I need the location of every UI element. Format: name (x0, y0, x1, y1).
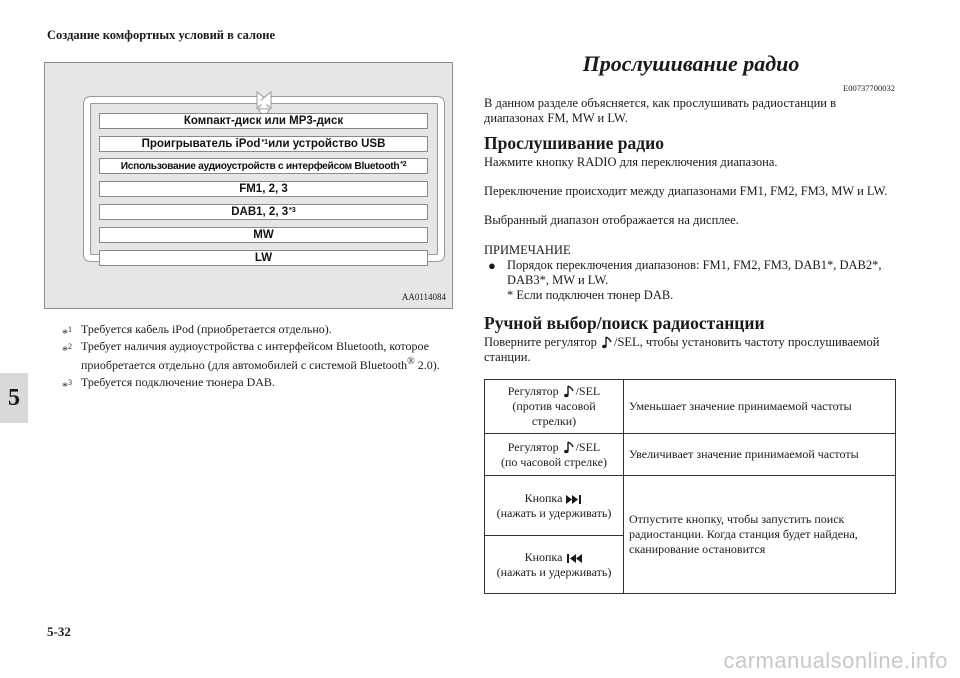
footnote-1: *$^1$ Требуется кабель iPod (приобретается отдельно). (62, 322, 332, 340)
table-row (485, 434, 896, 476)
watermark: carmanualsonline.info (723, 648, 948, 673)
mode-bar-fm: FM1, 2, 3 (99, 181, 428, 197)
table-cell-action: Уменьшает значение принимаемой частоты (624, 380, 896, 434)
page-header: Создание комфортных условий в салоне (47, 28, 276, 42)
music-note-icon (562, 441, 576, 455)
section-code: E00737700032 (843, 83, 895, 93)
paragraph-display: Выбранный диапазон отображается на дисплее. (484, 213, 739, 227)
intro-paragraph: В данном разделе объясняется, как прослушивать радиостанции в диапазонах FM, MW и LW. (484, 96, 836, 125)
skip-back-icon (565, 553, 583, 564)
mode-bar-dab: DAB1, 2, 3 $^{*3}$ (99, 204, 428, 220)
section-title: Прослушивание радио (582, 51, 800, 76)
heading-listen-radio: Прослушивание радио (484, 133, 664, 153)
note-bullet: ● Порядок переключения диапазонов: FM1, FM2, FM3, DAB1*, DAB2*, DAB3*, MW и LW. (488, 258, 882, 287)
heading-manual-search: Ручной выбор/поиск радиостанции (484, 313, 765, 333)
mode-bar-bluetooth: Использование аудиоустройств с интерфейсом Bluetooth $^{*2}$ (99, 158, 428, 174)
table-cell-control: Регулятор /SEL (по часовой стрелке) (485, 434, 624, 476)
table-cell-control: Регулятор /SEL (против часовой стрелки) (485, 380, 624, 434)
table-cell-action: Увеличивает значение принимаемой частоты (624, 434, 896, 476)
note-dab-footnote: * Если подключен тюнер DAB. (507, 288, 674, 302)
paragraph-radio-button: Нажмите кнопку RADIO для переключения диапазона. (484, 155, 778, 169)
table-row (485, 380, 896, 434)
mode-bar-cd: Компакт-диск или MP3-диск (99, 113, 428, 129)
mode-bar-lw: LW (99, 250, 428, 266)
note-label: ПРИМЕЧАНИЕ (484, 243, 571, 257)
note-block (484, 243, 894, 303)
table-cell-control: Кнопка (нажать и удерживать) (485, 476, 624, 536)
table-row (485, 476, 896, 536)
mode-bar-ipod: Проигрыватель iPod $^{*1}$ или устройство USB (99, 136, 428, 152)
footnote-3: *$^3$ Требуется подключение тюнера DAB. (62, 375, 275, 393)
music-note-icon (600, 336, 614, 350)
figure-code: AA0114084 (401, 292, 446, 302)
paragraph-band-switch: Переключение происходит между диапазонами FM1, FM2, FM3, MW и LW. (484, 184, 888, 198)
table-cell-control: Кнопка (нажать и удерживать) (485, 536, 624, 594)
bullet-icon: ● (488, 258, 496, 273)
paragraph-manual: Поверните регулятор /SEL, чтобы установить частоту прослушиваемой станции. (484, 335, 880, 365)
footnote-2: *$^2$ Требует наличия аудиоустройства с интерфейсом Bluetooth, которое приобретается отдельно (для автомобилей с системой Bluetooth® 2.0). (62, 339, 440, 372)
skip-forward-icon (565, 494, 583, 505)
page-number: 5-32 (47, 624, 71, 639)
music-note-icon (562, 385, 576, 399)
footnotes (62, 322, 457, 392)
chapter-number: 5 (8, 384, 20, 411)
radio-mode-figure (44, 62, 453, 309)
mode-bar-mw: MW (99, 227, 428, 243)
controls-table (484, 379, 896, 594)
table-cell-action: Отпустите кнопку, чтобы запустить поиск радиостанции. Когда станция будет найдена, сканирование остановится (624, 476, 896, 594)
chapter-tab (0, 373, 28, 423)
